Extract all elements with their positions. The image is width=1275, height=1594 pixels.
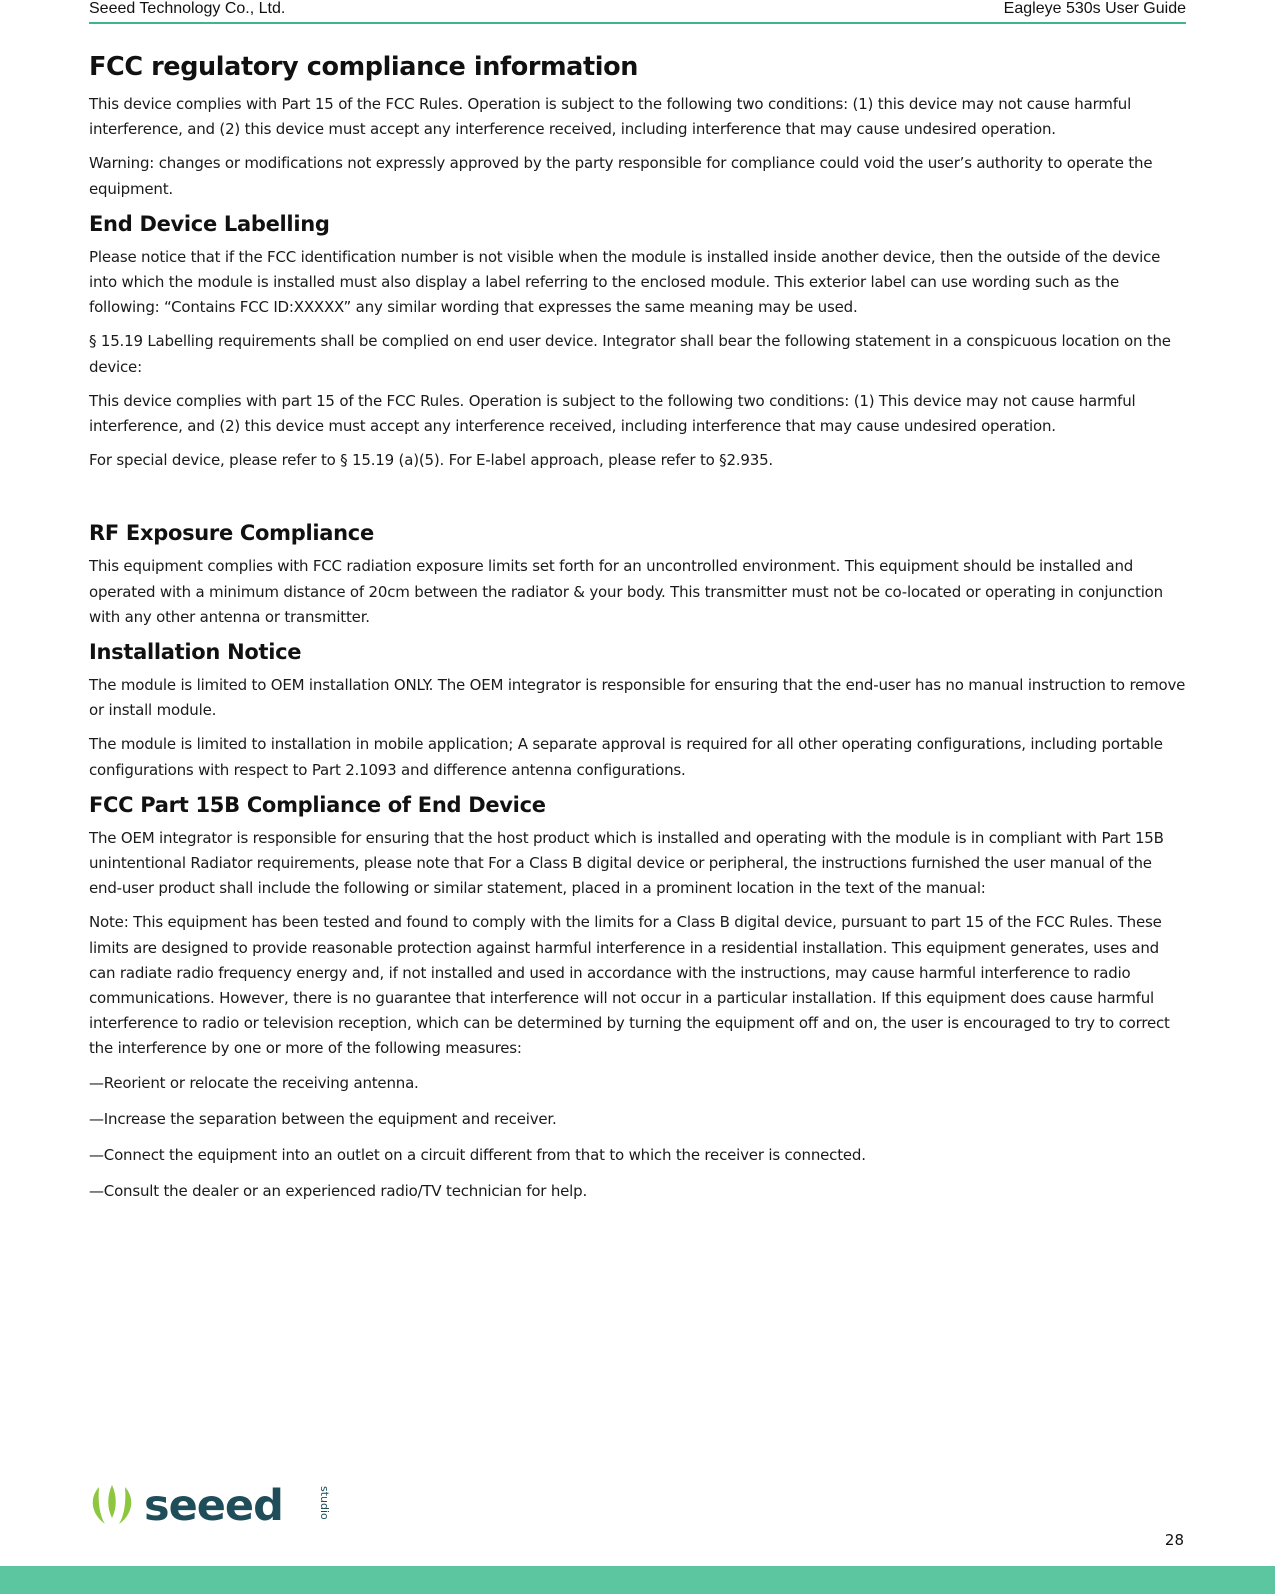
footer-bar bbox=[0, 1566, 1275, 1594]
fcc-warning-paragraph: Warning: changes or modifications not expressly approved by the party responsible for compliance could void the user’s authority to operate the equipment. bbox=[89, 154, 1153, 198]
labelling-paragraph-3: This device complies with part 15 of the FCC Rules. Operation is subject to the following two conditions: (1) This device may not cause harmful interference, and (2) this device must accept any interference received, including interference that may cause undesired operation. bbox=[89, 391, 1136, 436]
measures-list bbox=[89, 1071, 1189, 1205]
installation-paragraph-2: The module is limited to installation in mobile application; A separate approval is required for all other operating configurations, including portable configurations with respect to Part 2.1093 and difference antenna configurations. bbox=[89, 735, 1163, 779]
list-item: —Increase the separation between the equipment and receiver. bbox=[89, 1109, 557, 1128]
labelling-paragraph-4: For special device, please refer to § 15.19 (a)(5). For E-label approach, please refer to §2.935. bbox=[89, 451, 773, 470]
labelling-section-title: End Device Labelling bbox=[89, 211, 330, 236]
list-item: —Connect the equipment into an outlet on a circuit different from that to which the receiver is connected. bbox=[89, 1146, 866, 1165]
header-guide-title: Eagleye 530s User Guide bbox=[1003, 0, 1186, 17]
seeed-studio-logo bbox=[89, 1478, 339, 1534]
section-spacer bbox=[89, 482, 1189, 511]
rf-paragraph-1: This equipment complies with FCC radiation exposure limits set forth for an uncontrolled environment. This equipment should be installed and operated with a minimum distance of 20cm between the radiator & your body. This transmitter must not be co-located or operating in conjunction with any other antenna or transmitter. bbox=[89, 557, 1163, 626]
part15b-paragraph-1: The OEM integrator is responsible for ensuring that the host product which is installed and operating with the module is in compliant with Part 15B unintentional Radiator requirements, please note that For a Class B digital device or peripheral, the instructions furnished the user manual of the end-user product shall include the following or similar statement, placed in a prominent location in the text of the manual: bbox=[89, 828, 1164, 898]
labelling-paragraph-1: Please notice that if the FCC identification number is not visible when the module is installed inside another device, then the outside of the device into which the module is installed must also display a label referring to the enclosed module. This exterior label can use wording such as the following: “Contains FCC ID:XXXXX” any similar wording that expresses the same meaning may be used. bbox=[89, 247, 1161, 317]
leaf-icon bbox=[93, 1485, 132, 1524]
part15b-paragraph-2: Note: This equipment has been tested and found to comply with the limits for a Class B digital device, pursuant to part 15 of the FCC Rules. These limits are designed to provide reasonable protection against harmful interference in a residential installation. This equipment generates, uses and can radiate radio frequency energy and, if not installed and used in accordance with the instructions, may cause harmful interference to radio communications. However, there is no guarantee that interference will not occur in a particular installation. If this equipment does cause harmful interference to radio or television reception, which can be determined by turning the equipment off and on, the user is encouraged to try to correct the interference by one or more of the following measures: bbox=[89, 913, 1170, 1058]
installation-section-title: Installation Notice bbox=[89, 640, 302, 665]
list-item: —Consult the dealer or an experienced radio/TV technician for help. bbox=[89, 1182, 588, 1201]
page-header bbox=[89, 0, 1186, 24]
part15b-section-title: FCC Part 15B Compliance of End Device bbox=[89, 792, 546, 817]
document-body bbox=[89, 46, 1189, 1216]
installation-paragraph-1: The module is limited to OEM installation ONLY. The OEM integrator is responsible for ensuring that the end-user has no manual instruction to remove or install module. bbox=[89, 676, 1186, 720]
logo-wordmark: seeed bbox=[144, 1481, 283, 1531]
fcc-section-title: FCC regulatory compliance information bbox=[89, 52, 638, 82]
labelling-paragraph-2: § 15.19 Labelling requirements shall be complied on end user device. Integrator shall bear the following statement in a conspicuous location on the device: bbox=[89, 332, 1171, 376]
list-item: —Reorient or relocate the receiving antenna. bbox=[89, 1073, 419, 1092]
page-number: 28 bbox=[1164, 1531, 1184, 1549]
header-company: Seeed Technology Co., Ltd. bbox=[89, 0, 286, 17]
logo-subtext: studio bbox=[318, 1486, 331, 1520]
fcc-paragraph-1: This device complies with Part 15 of the FCC Rules. Operation is subject to the following two conditions: (1) this device may not cause harmful interference, and (2) this device must accept any interference received, including interference that may cause undesired operation. bbox=[89, 95, 1132, 139]
seeed-logo-graphic bbox=[89, 1478, 339, 1534]
rf-section-title: RF Exposure Compliance bbox=[89, 521, 374, 546]
